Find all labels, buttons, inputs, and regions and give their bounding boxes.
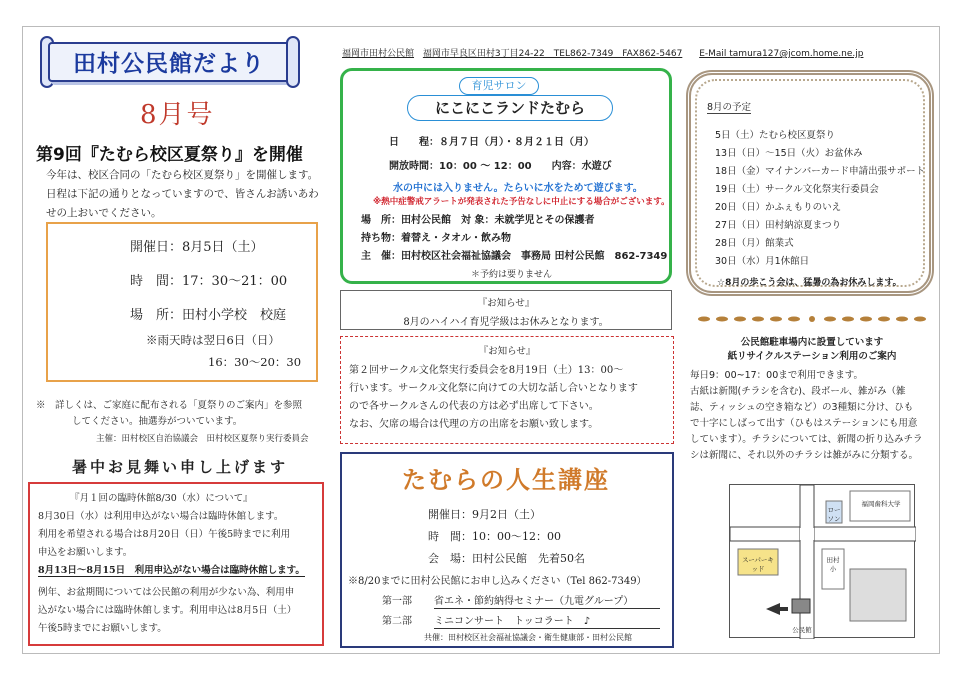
intro-line: 今年は、校区合同の「たむら校区夏祭り」を開催します。 xyxy=(46,169,319,181)
notice1-body: 8月のハイハイ育児学級はお休みとなります。 xyxy=(403,317,609,328)
rain-date: ※雨天時は翌日6日（日） xyxy=(146,333,280,347)
closure-line: 申込をお願いします。 xyxy=(38,547,133,558)
part1-label: 第一部 xyxy=(382,596,412,607)
salon-water-note: 水の中には入りません。たらいに水をためて遊びます。 xyxy=(393,183,643,194)
header-email[interactable]: E-Mail tamura127@jcom.home.ne.jp xyxy=(699,49,864,59)
schedule-item: 13日（日）～15日（火）お盆休み xyxy=(715,148,863,159)
contact-header xyxy=(342,46,863,59)
salon-reserve: ＊予約は要りません xyxy=(471,270,553,280)
schedule-item: 28日（月）館業式 xyxy=(715,238,794,249)
schedule-title: 8月の予定 xyxy=(707,99,751,114)
notice2-heading: 『お知らせ』 xyxy=(478,346,536,357)
lecture-cohost: 共催：田村校区社会福祉協議会・衛生健康部・田村公民館 xyxy=(424,633,632,642)
part2-title: ミニコンサート トッコラート ♪ xyxy=(434,612,660,629)
note-line: ※ 詳しくは、ご家庭に配布される「夏祭りのご案内」を参照 xyxy=(36,400,303,411)
schedule-item: 19日（土）サークル文化祭実行委員会 xyxy=(715,184,879,195)
notice1-heading: 『お知らせ』 xyxy=(477,298,535,309)
closure-obon: 8月13日～8月15日 利用申込がない場合は臨時休館します。 xyxy=(38,562,305,577)
salon-box xyxy=(340,68,672,284)
closure-line: 午後5時までにお願いします。 xyxy=(38,623,167,634)
festival-intro xyxy=(46,166,326,223)
summer-greeting: 暑中お見舞い申し上げます xyxy=(72,458,289,476)
lecture-time: 時 間：10：00～12：00 xyxy=(428,530,561,543)
salon-label: 育児サロン xyxy=(459,77,539,95)
recycle-heading-2: 紙リサイクルステーション利用のご案内 xyxy=(727,351,897,362)
lecture-venue: 会 場：田村公民館 先着50名 xyxy=(428,552,585,565)
map-school: 田村小 xyxy=(826,556,840,573)
recycle-line: 毎日9：00~17：00まで利用できます。 xyxy=(690,370,864,381)
salon-items: 持ち物：着替え・タオル・飲み物 xyxy=(361,233,511,244)
laurel-divider xyxy=(694,314,930,324)
schedule-item: 20日（日）かふぇもりのいえ xyxy=(715,202,842,213)
map-hospital: 福岡歯科大学 xyxy=(861,500,901,508)
access-map xyxy=(729,484,915,638)
lecture-box xyxy=(340,452,674,648)
recycle-body xyxy=(690,368,930,464)
recycle-line: 誌、ティッシュの空き箱など）の3種類に分け、ひも xyxy=(690,402,914,413)
closure-box xyxy=(28,482,324,646)
recycle-heading-1: 公民館駐車場内に設置しています xyxy=(740,337,884,348)
recycle-line: しています）。チラシについては、新聞の折り込みチラ xyxy=(690,434,923,445)
notice-box-1 xyxy=(340,290,672,330)
map-supermarket: スーパーキッド xyxy=(742,556,774,573)
intro-line: せの上おいでください。 xyxy=(46,207,162,219)
notice2-line: なお、欠席の場合は代理の方の出席をお願い致します。 xyxy=(349,419,599,430)
issue-month: 8月号 xyxy=(140,100,215,130)
schedule-footnote: ☆8月の歩こう会は、猛暑の為お休みします。 xyxy=(717,278,902,288)
lecture-title: たむらの人生講座 xyxy=(402,465,610,494)
festival-place: 場 所：田村小学校 校庭 xyxy=(130,308,287,323)
note-line: してください。抽選券がついています。 xyxy=(72,416,243,427)
recycle-line: で十字にしばって出す（ひもはステーションにも用意 xyxy=(690,418,918,429)
festival-date: 開催日：8月5日（土） xyxy=(130,240,264,255)
intro-line: 日程は下記の通りとなっていますので、皆さんお誘いあわ xyxy=(46,188,319,200)
notice2-line: ので各サークルさんの代表の方は必ず出席して下さい。 xyxy=(349,401,599,412)
closure-line: 込がない場合には臨時休館します。利用申込は8月5日（土） xyxy=(38,605,297,616)
salon-time: 開放時間：10：00 ～ 12：00 内容：水遊び xyxy=(389,161,612,172)
schedule-item: 5日（土）たむら校区夏祭り xyxy=(715,130,836,141)
closure-line: 8月30日（水）は利用申込がない場合は臨時休館します。 xyxy=(38,511,284,522)
schedule-item: 27日（日）田村納涼夏まつり xyxy=(715,220,842,231)
recycle-line: 古紙は新聞(チラシを含む)、段ボール、雑がみ（雑 xyxy=(690,386,906,397)
notice2-line: 行います。サークル文化祭に向けての大切な話し合いとなります xyxy=(349,383,638,394)
festival-note xyxy=(36,398,316,430)
lecture-apply: ※8/20までに田村公民館にお申し込みください（Tel 862-7349） xyxy=(348,576,647,587)
festival-time: 時 間：17：30～21：00 xyxy=(130,274,288,289)
part1-title: 省エネ・節約納得セミナー（九電グループ） xyxy=(434,592,660,609)
salon-alert: ※熱中症警戒アラートが発表された予告なしに中止にする場合がございます。 xyxy=(373,197,670,207)
schedule-item: 18日（金）マイナンバーカード申請出張サポート xyxy=(715,166,926,177)
map-lawson: ローソン xyxy=(827,506,841,523)
title-banner xyxy=(38,36,300,88)
schedule-box xyxy=(686,70,934,296)
recycle-heading xyxy=(694,336,930,364)
closure-heading: 『月１回の臨時休館8/30（水）について』 xyxy=(70,493,253,504)
rain-time: 16：30～20：30 xyxy=(208,355,302,369)
closure-line: 利用を希望される場合は8月20日（日）午後5時までに利用 xyxy=(38,529,291,540)
salon-host: 主 催：田村校区社会福祉協議会 事務局 田村公民館 862-7349 xyxy=(361,251,668,262)
schedule-item: 30日（水）月1休館日 xyxy=(715,256,810,267)
lecture-date: 開催日：9月2日（土） xyxy=(428,508,541,521)
newsletter-title: 田村公民館だより xyxy=(73,51,265,77)
closure-line: 例年、お盆期間については公民館の利用が少ない為、利用申 xyxy=(38,587,295,598)
salon-place: 場 所：田村公民館 対 象：未就学児とその保護者 xyxy=(361,215,595,226)
part2-label: 第二部 xyxy=(382,616,412,627)
notice-box-2 xyxy=(340,336,674,444)
header-org: 福岡市田村公民館 xyxy=(342,49,415,59)
festival-details-box xyxy=(46,222,318,382)
salon-name: にこにこランドたむら xyxy=(407,95,613,121)
header-address: 福岡市早良区田村3丁目24-22 TEL862-7349 FAX862-5467 xyxy=(422,49,683,59)
festival-heading: 第9回『たむら校区夏祭り』を開催 xyxy=(36,145,303,165)
salon-date: 日 程：８月７日（月）・８月２１日（月） xyxy=(389,137,594,148)
festival-organizer: 主催：田村校区自治協議会 田村校区夏祭り実行委員会 xyxy=(96,434,309,444)
notice2-line: 第２回サークル文化祭実行委員会を8月19日（土）13：00～ xyxy=(349,365,624,376)
recycle-line: シは新聞に、それ以外のチラシは雑がみに分類する。 xyxy=(690,450,919,461)
map-kominkan: 公民館 xyxy=(792,626,812,634)
